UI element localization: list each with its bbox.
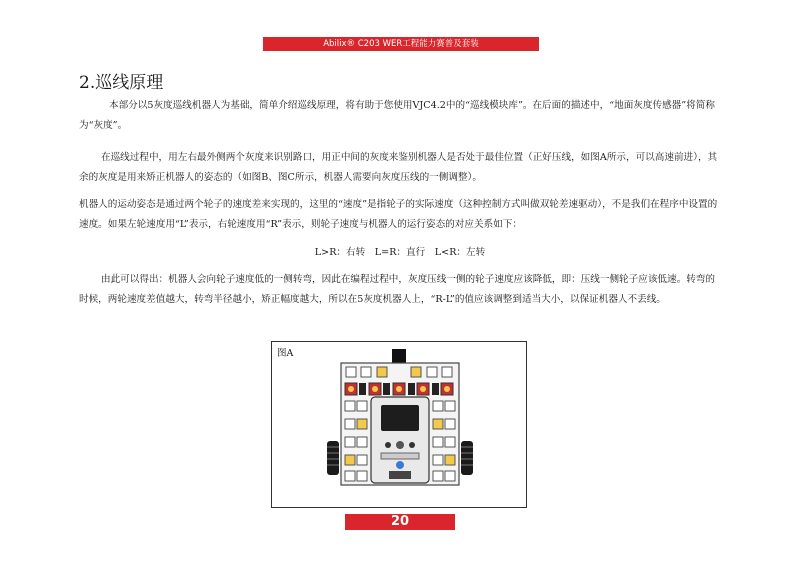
paragraph-conclusion: 由此可以得出：机器人会向轮子速度低的一侧转弯，因此在编程过程中，灰度压线一侧的轮子速度应该降低，即：压线一侧轮子应该低速。转弯的时候，两轮速度差值越大，转弯半径越小，矫正幅度越大，所以在5灰度机器人上，“R-L”的值应该调整到适当大小，以保证机器人不丢线。 (79, 274, 715, 305)
robot-illustration (271, 341, 527, 508)
controller-screen (381, 405, 419, 431)
header-title: Abilix® C203 WER工程能力赛普及套装 (323, 39, 479, 49)
paragraph-line-tracking: 在巡线过程中，用左右最外侧两个灰度来识别路口，用正中间的灰度来鉴别机器人是否处于最佳位置（正好压线，如图A所示，可以高速前进），其余的灰度是用来矫正机器人的姿态的（如图B、图C所示，机器人需要向灰度压线的一侧调整）。 (79, 152, 718, 183)
grayscale-sensors (345, 383, 453, 395)
page-number (345, 514, 455, 530)
right-wheel (461, 441, 473, 475)
left-wheel (327, 441, 339, 475)
figure-label: 图A (277, 348, 294, 359)
page-number-text: 20 (390, 514, 410, 529)
paragraph-intro: 本部分以5灰度巡线机器人为基础，简单介绍巡线原理，将有助于您使用VJC4.2中的“巡线模块库”。在后面的描述中，“地面灰度传感器”将简称为“灰度”。 (79, 100, 715, 131)
speed-relations: L>R：右转 L=R：直行 L<R：左转 (314, 247, 486, 258)
header-banner (263, 37, 539, 51)
paragraph-motion: 机器人的运动姿态是通过两个轮子的速度差来实现的，这里的“速度”是指轮子的实际速度（这种控制方式叫做双轮差速驱动），不是我们在程序中设置的速度。如果左轮速度用“L”表示，右轮速度用“R”表示，则轮子速度与机器人的运行姿态的对应关系如下： (79, 199, 718, 230)
section-title: 2.巡线原理 (79, 73, 164, 93)
